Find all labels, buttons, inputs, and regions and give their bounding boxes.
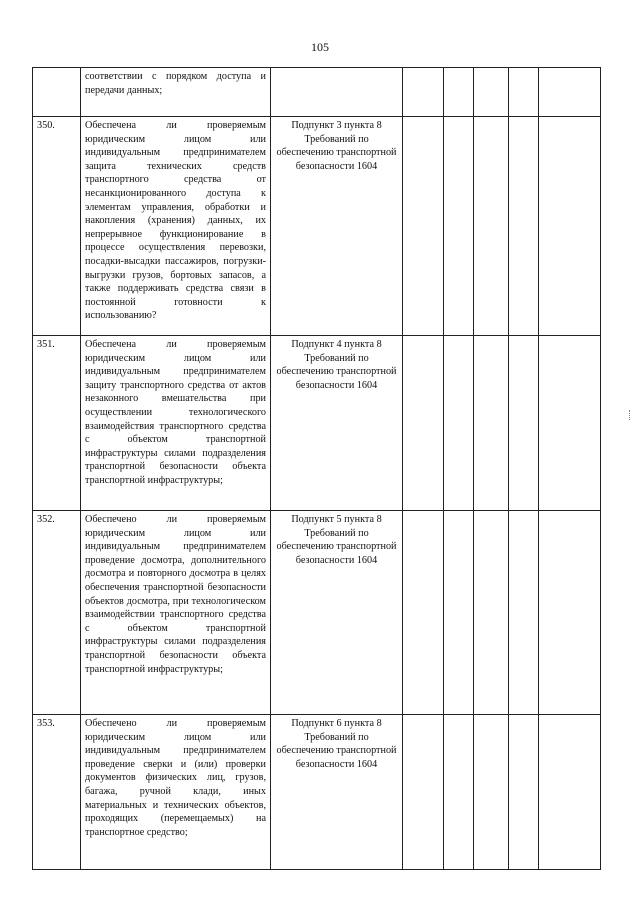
- row-number: 352.: [33, 511, 81, 715]
- notes-cell: [539, 511, 601, 715]
- answer-cell-yes: [403, 715, 444, 870]
- table-row: [33, 715, 601, 870]
- notes-cell: [539, 336, 601, 511]
- answer-cell-no: [444, 715, 474, 870]
- answer-cell-na: [474, 715, 509, 870]
- scan-artifact-mark: [629, 410, 632, 420]
- answer-cell-yes: [403, 68, 444, 117]
- row-number: [33, 68, 81, 117]
- answer-cell-no: [444, 511, 474, 715]
- answer-cell-extra: [509, 715, 539, 870]
- notes-cell: [539, 715, 601, 870]
- question-text: Обеспечена ли проверяемым юридическим лицом или индивидуальным предпринимателем защиту транспортного средства от актов незаконного вмешательства при осуществлении технологического взаимодействия транспортного средства с объектом транспортной инфраструктуры силами подразделения транспортной безопасности объекта транспортной инфраструктуры;: [81, 336, 271, 511]
- legal-basis: [271, 68, 403, 117]
- table-row: [33, 336, 601, 511]
- answer-cell-yes: [403, 511, 444, 715]
- page-number: 105: [311, 40, 329, 54]
- legal-basis: Подпункт 6 пункта 8 Требований по обеспечению транспортной безопасности 1604: [271, 715, 403, 870]
- question-text: соответствии с порядком доступа и передачи данных;: [81, 68, 271, 117]
- table-row: [33, 68, 601, 117]
- table-row: [33, 511, 601, 715]
- row-number: 353.: [33, 715, 81, 870]
- question-text: Обеспечена ли проверяемым юридическим лицом или индивидуальным предпринимателем защита технических средств транспортного средства от несанкционированного доступа к элементам управления, обработки и накопления (хранения) данных, их непрерывное функционирование в процессе осуществления перевозки, посадки-высадки пассажиров, погрузки-выгрузки грузов, бортовых запасов, а также поддерживать средства связи в постоянной готовности к использованию?: [81, 117, 271, 336]
- notes-cell: [539, 117, 601, 336]
- checklist-table: [32, 67, 601, 870]
- answer-cell-na: [474, 117, 509, 336]
- row-number: 350.: [33, 117, 81, 336]
- answer-cell-na: [474, 336, 509, 511]
- answer-cell-na: [474, 68, 509, 117]
- answer-cell-extra: [509, 68, 539, 117]
- row-number: 351.: [33, 336, 81, 511]
- legal-basis: Подпункт 4 пункта 8 Требований по обеспечению транспортной безопасности 1604: [271, 336, 403, 511]
- answer-cell-extra: [509, 511, 539, 715]
- answer-cell-no: [444, 68, 474, 117]
- answer-cell-no: [444, 117, 474, 336]
- question-text: Обеспечено ли проверяемым юридическим лицом или индивидуальным предпринимателем проведение сверки и (или) проверки документов физических лиц, грузов, багажа, ручной клади, иных материальных и технических объектов, проходящих (перемещаемых) на транспортное средство;: [81, 715, 271, 870]
- question-text: Обеспечено ли проверяемым юридическим лицом или индивидуальным предпринимателем проведение досмотра, дополнительного досмотра и повторного досмотра в целях обеспечения транспортной безопасности объектов досмотра, при технологическом взаимодействии транспортного средства с объектом транспортной инфраструктуры силами подразделения транспортной безопасности объекта транспортной инфраструктуры;: [81, 511, 271, 715]
- answer-cell-extra: [509, 117, 539, 336]
- answer-cell-no: [444, 336, 474, 511]
- answer-cell-na: [474, 511, 509, 715]
- answer-cell-extra: [509, 336, 539, 511]
- table-row: [33, 117, 601, 336]
- answer-cell-yes: [403, 117, 444, 336]
- legal-basis: Подпункт 3 пункта 8 Требований по обеспечению транспортной безопасности 1604: [271, 117, 403, 336]
- answer-cell-yes: [403, 336, 444, 511]
- notes-cell: [539, 68, 601, 117]
- legal-basis: Подпункт 5 пункта 8 Требований по обеспечению транспортной безопасности 1604: [271, 511, 403, 715]
